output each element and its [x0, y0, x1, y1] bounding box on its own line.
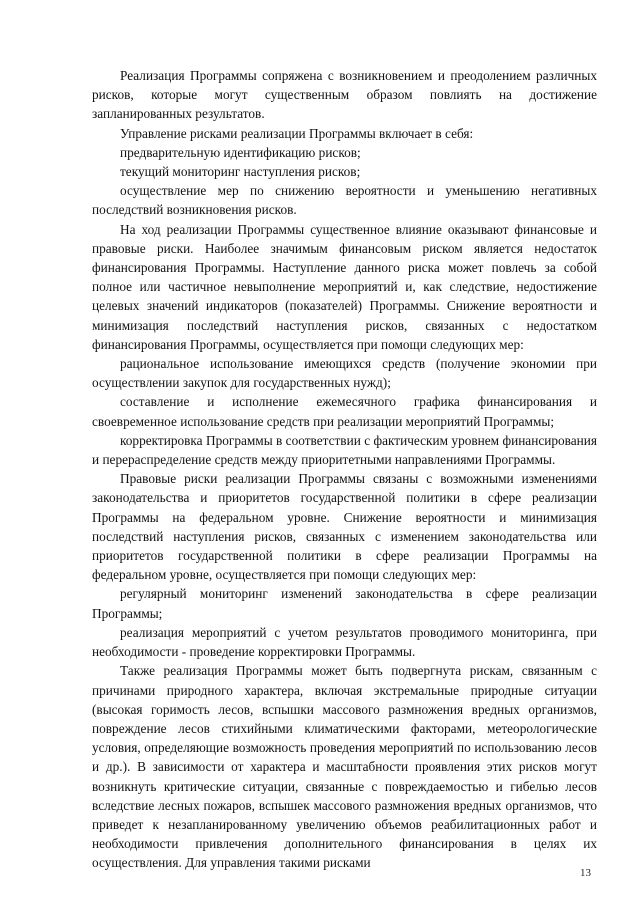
list-item-correction: корректировка Программы в соответствии с фактическим уровнем финансирования и перераспределение средств между приоритетными направлениями Программы.	[92, 432, 597, 468]
list-item-rational-use: рациональное использование имеющихся средств (получение экономии при осуществлении закупок для государственных нужд);	[92, 356, 597, 391]
paragraph-risk-management: Управление рисками реализации Программы включает в себя:	[120, 125, 474, 141]
list-item-legislation-monitoring: регулярный мониторинг изменений законодательства в сфере реализации Программы;	[92, 586, 597, 621]
page-number: 13	[580, 867, 591, 879]
paragraph-legal-risks: Правовые риски реализации Программы связаны с возможными изменениями законодательства и приоритетов государственной политики в сфере реализации Программы на федеральном уровне. Снижение вероятности и минимизация последствий наступления рисков, связанных с изменением законодательства или приоритетов государственной политики в сфере реализации Программы на федеральном уровне, осуществляется при помощи следующих мер:	[92, 471, 597, 583]
list-item-identification: предварительную идентификацию рисков;	[120, 144, 361, 160]
document-body	[92, 66, 597, 873]
list-item-measures-implementation: реализация мероприятий с учетом результатов проводимого мониторинга, при необходимости - проведение корректировки Программы.	[92, 624, 597, 660]
paragraph-natural-risks: Также реализация Программы может быть подвергнута рискам, связанным с причинами природного характера, включая экстремальные природные ситуации (высокая горимость лесов, вспышки массового размножения вредных организмов, повреждение лесов стихийными климатическими факторами, метеорологические условия, определяющие возможность проведения мероприятий по использованию лесов и др.). В зависимости от характера и масштабности проявления этих рисков могут возникнуть критические ситуации, связанные с повреждаемостью и гибелью лесов вследствие лесных пожаров, вспышек массового размножения вредных организмов, что приведет к незапланированному увеличению объемов реабилитационных работ и необходимости привлечения дополнительного финансирования в целях их осуществления. Для управления такими рисками	[92, 663, 597, 871]
paragraph-financial-risks: На ход реализации Программы существенное влияние оказывают финансовые и правовые риски. Наиболее значимым финансовым риском является недостаток финансирования Программы. Наступление данного риска может повлечь за собой полное или частичное невыполнение мероприятий и, как следствие, недостижение целевых значений индикаторов (показателей) Программы. Снижение вероятности и минимизация последствий наступления рисков, связанных с недостатком финансирования Программы, осуществляется при помощи следующих мер:	[92, 221, 597, 352]
list-item-monitoring: текущий мониторинг наступления рисков;	[120, 164, 361, 180]
list-item-monthly-schedule: составление и исполнение ежемесячного графика финансирования и своевременное использование средств при реализации мероприятий Программы;	[92, 394, 597, 429]
list-item-mitigation: осуществление мер по снижению вероятности и уменьшению негативных последствий возникновения рисков.	[92, 183, 597, 218]
paragraph-intro: Реализация Программы сопряжена с возникновением и преодолением различных рисков, которые могут существенным образом повлиять на достижение запланированных результатов.	[92, 68, 597, 122]
